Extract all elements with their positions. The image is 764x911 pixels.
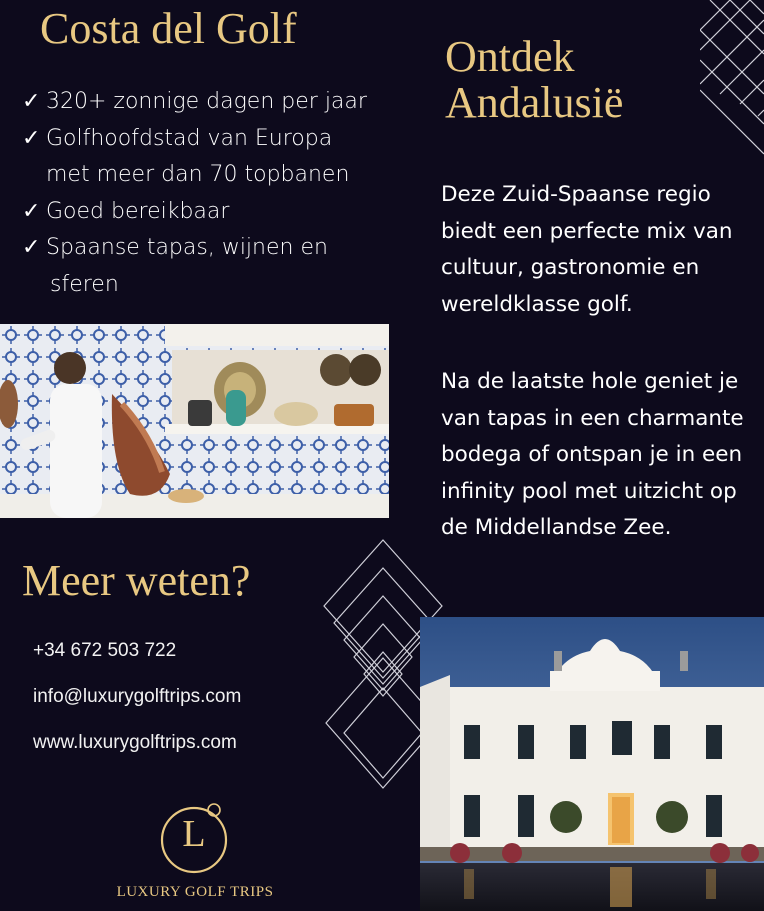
- intro-paragraph: [441, 177, 761, 323]
- villa-pool-photo: [420, 617, 764, 911]
- website-link[interactable]: www.luxurygolftrips.com: [33, 732, 237, 753]
- checklist-text: Spaanse tapas, wijnen en: [46, 235, 328, 260]
- check-icon: ✓: [22, 125, 41, 151]
- luxury-golf-trips-logo: [110, 798, 280, 911]
- checklist-item: [22, 194, 402, 231]
- checklist-item: [22, 84, 402, 121]
- email-link[interactable]: info@luxurygolftrips.com: [33, 686, 242, 707]
- section-title-costa-del-golf: Costa del Golf: [40, 4, 297, 53]
- check-icon: ✓: [22, 235, 41, 260]
- paragraph-line: biedt een perfecte mix van: [441, 218, 733, 244]
- paragraph-line: bodega of ontspan je in een: [441, 442, 743, 467]
- feature-checklist: [22, 84, 402, 303]
- section-title-ontdek-andalusie: [445, 34, 745, 126]
- logo-wordmark: LUXURY GOLF TRIPS: [116, 884, 274, 900]
- checklist-text: 320+ zonnige dagen per jaar: [46, 89, 367, 114]
- checklist-text: Golfhoofdstad van Europa: [46, 125, 333, 151]
- section-title-meer-weten: Meer weten?: [22, 556, 251, 605]
- experience-paragraph: [441, 364, 761, 547]
- paragraph-line: cultuur, gastronomie en: [441, 255, 700, 280]
- checklist-text: met meer dan 70 topbanen: [46, 162, 350, 187]
- paragraph-line: van tapas in een charmante: [441, 405, 744, 431]
- check-icon: ✓: [22, 89, 41, 114]
- checklist-item: [22, 230, 402, 303]
- checklist-text: sferen: [50, 271, 119, 297]
- title-line: Ontdek: [445, 32, 575, 81]
- phone-number-link[interactable]: +34 672 503 722: [33, 640, 177, 661]
- paragraph-line: wereldklasse golf.: [441, 291, 633, 317]
- paragraph-line: Na de laatste hole geniet je: [441, 369, 739, 394]
- paragraph-line: de Middellandse Zee.: [441, 515, 672, 540]
- title-line: Andalusië: [445, 78, 624, 128]
- paragraph-line: infinity pool met uitzicht op: [441, 478, 737, 504]
- spanish-kitchen-photo: [0, 324, 389, 518]
- check-icon: ✓: [22, 198, 41, 224]
- paragraph-line: Deze Zuid-Spaanse regio: [441, 182, 711, 207]
- checklist-item: [22, 121, 402, 194]
- logo-letter: L: [182, 813, 206, 855]
- checklist-text: Goed bereikbaar: [46, 198, 230, 224]
